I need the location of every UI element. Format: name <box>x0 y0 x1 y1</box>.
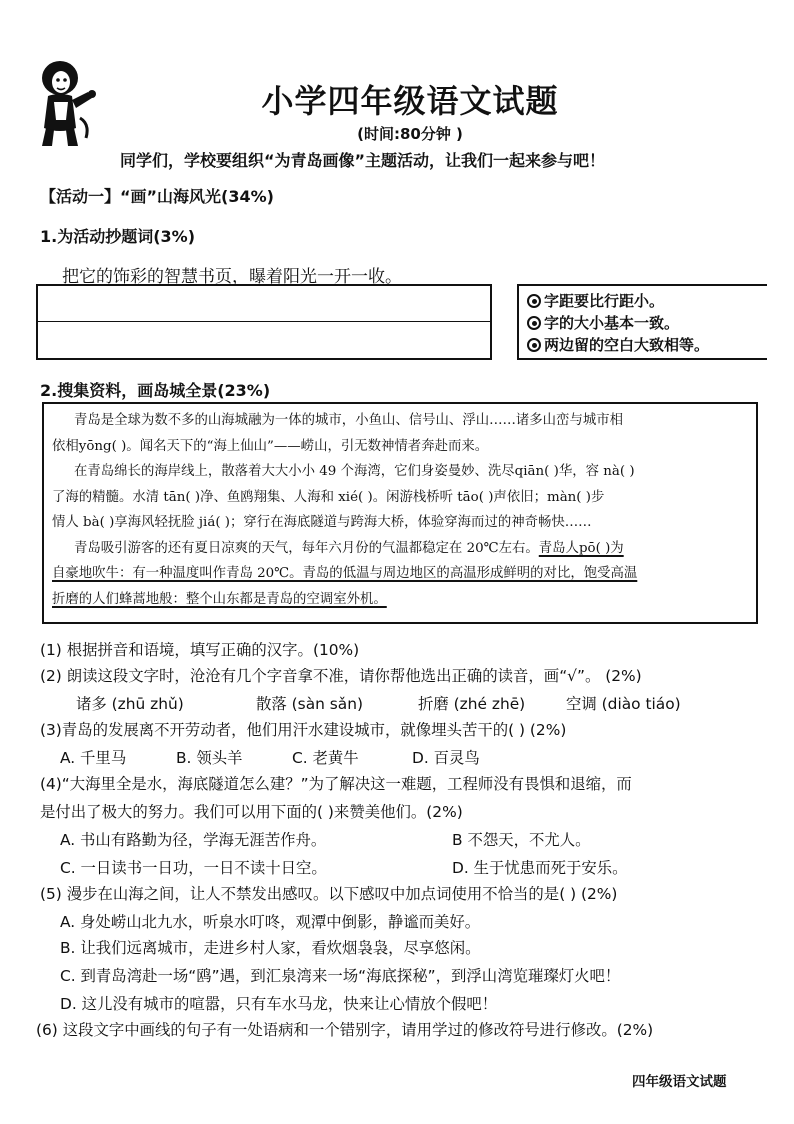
option-item[interactable]: C. 一日读书一日功，一日不读十日空。 <box>60 859 327 877</box>
footer-label: 四年级语文试题 <box>632 1074 727 1090</box>
question-5: (5) 漫步在山海之间，让人不禁发出感叹。以下感叹中加点词使用不恰当的是( ) (2%) <box>40 885 618 903</box>
bullet-icon <box>527 316 541 330</box>
intro-text: 同学们，学校要组织“为青岛画像”主题活动，让我们一起来参与吧！ <box>120 151 606 170</box>
passage-line: 情人 bà( )享海风轻抚脸 jiá( )；穿行在海底隧道与跨海大桥，体验穿海而过的神奇畅快…… <box>52 515 592 530</box>
question-1: (1) 根据拼音和语境，填写正确的汉字。(10%) <box>40 641 360 659</box>
passage-line: 在青岛绵长的海岸线上，散落着大大小小 49 个海湾，它们身姿曼妙、洗尽qiān( )华，容 nà( ) <box>74 464 635 479</box>
copy-text: 把它的饰彩的智慧书页，曝着阳光一开一收。 <box>62 267 402 287</box>
option-item[interactable]: D. 生于忧患而死于安乐。 <box>452 859 628 877</box>
option-item[interactable]: B. 领头羊 <box>176 749 243 767</box>
page-title: 小学四年级语文试题 <box>261 82 559 120</box>
option-item[interactable]: 散落 (sàn sǎn) <box>256 695 363 713</box>
q1-heading: 1.为活动抄题词(3%) <box>40 227 196 246</box>
question-2: (2) 朗读这段文字时，沧沧有几个字音拿不准，请你帮他选出正确的读音，画“√”。 (2%) <box>40 667 642 685</box>
option-item[interactable]: B. 让我们远离城市，走进乡村人家，看炊烟袅袅，尽享悠闲。 <box>60 939 481 957</box>
tip-item: 字的大小基本一致。 <box>527 312 767 334</box>
underlined-sentence: 青岛人pō( )为 <box>538 540 624 556</box>
passage-line-underlined: 自豪地吹牛：有一种温度叫作青岛 20℃。青岛的低温与周边地区的高温形成鲜明的对比，饱受高温 <box>52 566 638 581</box>
activity1-heading: 【活动一】“画”山海风光(34%) <box>40 187 274 206</box>
question-4: (4)“大海里全是水，海底隧道怎么建？”为了解决这一难题，工程师没有畏惧和退缩，而 <box>40 775 632 793</box>
option-item[interactable]: 诸多 (zhū zhǔ) <box>76 695 184 713</box>
writing-box[interactable] <box>36 284 492 360</box>
option-item[interactable]: 空调 (diào tiáo) <box>566 695 681 713</box>
question-6: (6) 这段文字中画线的句子有一处语病和一个错别字，请用学过的修改符号进行修改。(2%) <box>36 1021 654 1039</box>
passage-line: 依相yōng( )。闻名天下的“海上仙山”——崂山，引无数神情者奔赴而来。 <box>52 438 489 454</box>
passage-line: 青岛是全球为数不多的山海城融为一体的城市，小鱼山、信号山、浮山……诸多山峦与城市相 <box>74 413 624 428</box>
passage-line: 了海的精髓。水清 tān( )净、鱼鸥翔集、人海和 xié( )。闲游栈桥听 tāo( )声依旧；màn( )步 <box>52 489 605 505</box>
tip-item: 字距要比行距小。 <box>527 290 767 312</box>
q2-heading: 2.搜集资料，画岛城全景(23%) <box>40 381 271 400</box>
option-item[interactable]: D. 百灵鸟 <box>412 749 480 767</box>
question-4-cont: 是付出了极大的努力。我们可以用下面的( )来赞美他们。(2%) <box>40 803 463 821</box>
bullet-icon <box>527 338 541 352</box>
passage-line-underlined: 折磨的人们蜂蒿地般：整个山东都是青岛的空调室外机。 <box>52 591 387 607</box>
exam-time: (时间:80分钟 ) <box>357 125 463 143</box>
writing-tips <box>517 284 767 360</box>
option-item[interactable]: A. 千里马 <box>60 749 127 767</box>
question-3: (3)青岛的发展离不开劳动者，他们用汗水建设城市，就像埋头苦干的( ) (2%) <box>40 721 567 739</box>
reading-passage <box>42 402 758 624</box>
mascot-figure-icon <box>30 58 102 150</box>
option-item[interactable]: 折磨 (zhé zhē) <box>418 695 526 713</box>
option-item[interactable]: D. 这儿没有城市的喧嚣，只有车水马龙，快来让心情放个假吧！ <box>60 995 498 1013</box>
option-item[interactable]: C. 到青岛湾赴一场“鸥”遇，到汇泉湾来一场“海底探秘”，到浮山湾览璀璨灯火吧！ <box>60 967 621 985</box>
bullet-icon <box>527 294 541 308</box>
tip-item: 两边留的空白大致相等。 <box>527 334 767 356</box>
passage-line: 青岛吸引游客的还有夏日凉爽的天气，每年六月份的气温都稳定在 20℃左右。青岛人pō( )为 <box>74 540 624 556</box>
option-item[interactable]: A. 书山有路勤为径，学海无涯苦作舟。 <box>60 831 327 849</box>
option-item[interactable]: B 不怨天，不尤人。 <box>452 831 591 849</box>
writing-line-divider <box>38 321 490 322</box>
option-item[interactable]: C. 老黄牛 <box>292 749 359 767</box>
option-item[interactable]: A. 身处崂山北九水，听泉水叮咚，观潭中倒影，静谧而美好。 <box>60 913 481 931</box>
